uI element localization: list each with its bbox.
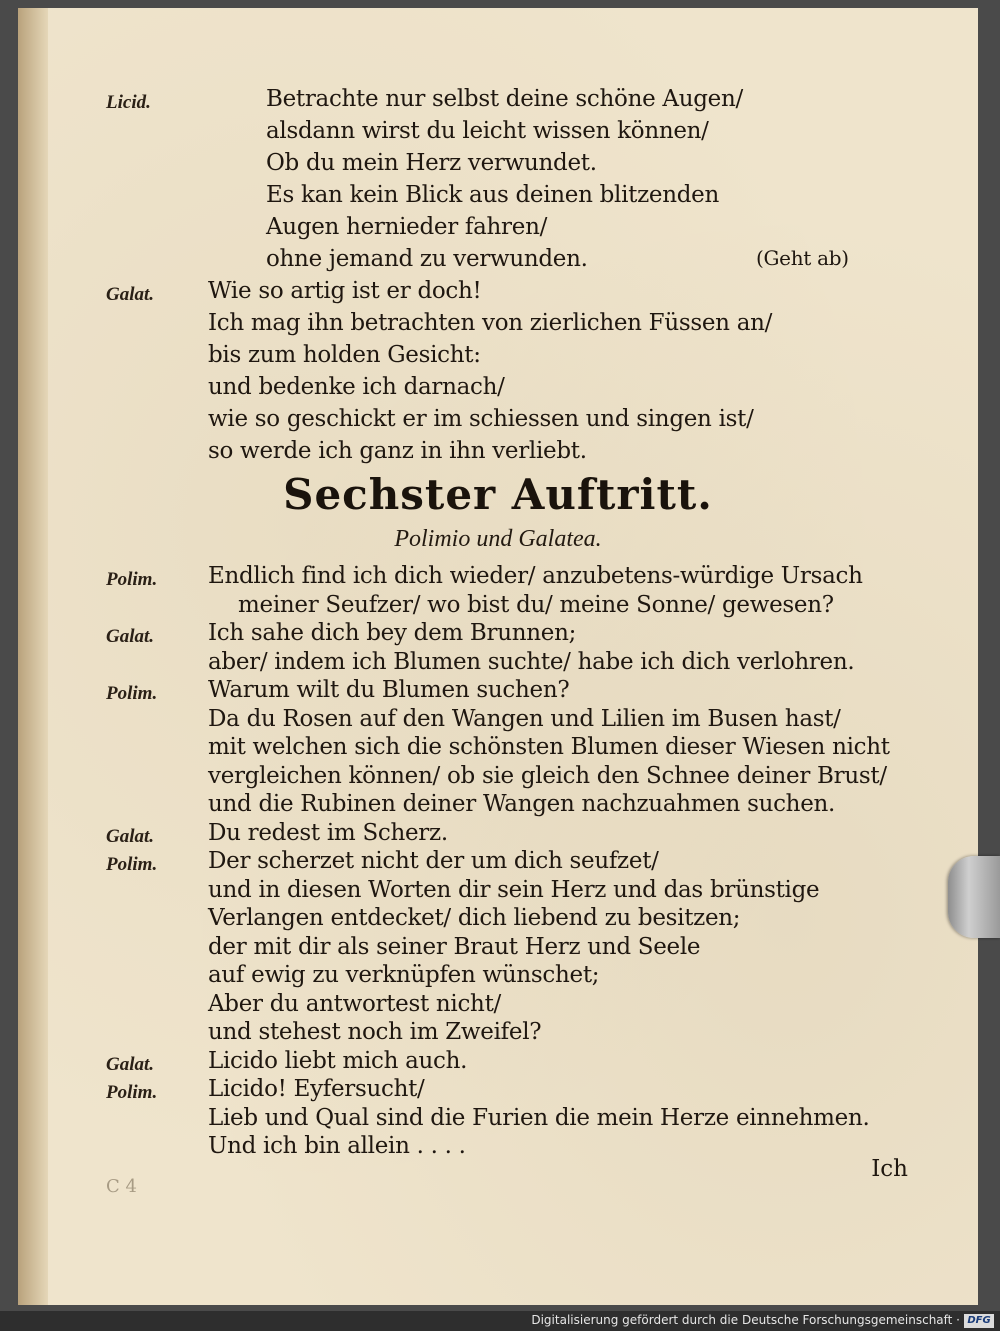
verse-line: und in diesen Worten dir sein Herz und das brünstige bbox=[208, 876, 820, 903]
footer-credit: Digitalisierung gefördert durch die Deutsche Forschungsgemeinschaft · bbox=[531, 1313, 960, 1327]
speaker-label: Polim. bbox=[106, 569, 158, 590]
verse-line: Lieb und Qual sind die Furien die mein Herze einnehmen. bbox=[208, 1104, 870, 1131]
scene-heading: Sechster Auftritt. bbox=[283, 470, 713, 519]
book-page bbox=[18, 8, 978, 1305]
speaker-label: Polim. bbox=[106, 683, 158, 704]
speaker-label: Licid. bbox=[106, 92, 151, 113]
verse-line: Betrachte nur selbst deine schöne Augen/ bbox=[266, 86, 743, 112]
verse-line: Wie so artig ist er doch! bbox=[208, 278, 482, 304]
page-turn-handle[interactable] bbox=[948, 856, 1000, 938]
verse-line: Licido! Eyfersucht/ bbox=[208, 1076, 425, 1102]
verse-line: aber/ indem ich Blumen suchte/ habe ich dich verlohren. bbox=[208, 648, 855, 675]
verse-line: und bedenke ich darnach/ bbox=[208, 374, 505, 400]
verse-line: bis zum holden Gesicht: bbox=[208, 342, 481, 368]
verse-line: Der scherzet nicht der um dich seufzet/ bbox=[208, 848, 659, 874]
verse-line: der mit dir als seiner Braut Herz und Seele bbox=[208, 933, 701, 960]
verse-line: Augen hernieder fahren/ bbox=[266, 214, 548, 240]
verse-line: wie so geschickt er im schiessen und singen ist/ bbox=[208, 406, 754, 432]
verse-line: und die Rubinen deiner Wangen nachzuahmen suchen. bbox=[208, 791, 836, 817]
verse-line: Ich sahe dich bey dem Brunnen; bbox=[208, 620, 577, 646]
verse-line: Verlangen entdecket/ dich liebend zu besitzen; bbox=[208, 905, 741, 931]
verse-line: und stehest noch im Zweifel? bbox=[208, 1019, 542, 1045]
verse-line: Ob du mein Herz verwundet. bbox=[266, 150, 597, 176]
speaker-label: Galat. bbox=[106, 1053, 155, 1075]
verse-line: auf ewig zu verknüpfen wünschet; bbox=[208, 962, 600, 988]
verse-line: meiner Seufzer/ wo bist du/ meine Sonne/ gewesen? bbox=[238, 591, 834, 618]
verse-line: ohne jemand zu verwunden. bbox=[266, 246, 588, 272]
verse-line: Aber du antwortest nicht/ bbox=[208, 990, 501, 1017]
speaker-label: Galat. bbox=[106, 626, 155, 647]
scene-characters: Polimio und Galatea. bbox=[394, 526, 602, 552]
verse-line: alsdann wirst du leicht wissen können/ bbox=[266, 118, 709, 144]
verse-line: so werde ich ganz in ihn verliebt. bbox=[208, 438, 587, 464]
verse-line: Ich mag ihn betrachten von zierlichen Füssen an/ bbox=[208, 310, 773, 336]
verse-line: Da du Rosen auf den Wangen und Lilien im Busen hast/ bbox=[208, 705, 841, 732]
page-gutter bbox=[18, 8, 48, 1305]
stage-direction: (Geht ab) bbox=[756, 246, 849, 270]
dfg-logo: DFG bbox=[964, 1314, 994, 1328]
speaker-label: Galat. bbox=[106, 825, 155, 847]
footer-bar bbox=[0, 1311, 1000, 1331]
speaker-label: Galat. bbox=[106, 284, 155, 305]
verse-line: Du redest im Scherz. bbox=[208, 819, 448, 846]
verse-line: Warum wilt du Blumen suchen? bbox=[208, 677, 570, 703]
speaker-label: Polim. bbox=[106, 1082, 158, 1103]
verse-line: Und ich bin allein . . . . bbox=[208, 1133, 466, 1159]
speaker-label: Polim. bbox=[106, 854, 158, 875]
verse-line: Endlich find ich dich wieder/ anzubetens-würdige Ursach bbox=[208, 563, 863, 589]
verse-line: Es kan kein Blick aus deinen blitzenden bbox=[266, 182, 719, 208]
signature-mark: C 4 bbox=[106, 1176, 137, 1197]
verse-line: mit welchen sich die schönsten Blumen dieser Wiesen nicht bbox=[208, 734, 890, 760]
catchword: Ich bbox=[871, 1156, 908, 1182]
verse-line: Licido liebt mich auch. bbox=[208, 1047, 468, 1074]
verse-line: vergleichen können/ ob sie gleich den Schnee deiner Brust/ bbox=[208, 762, 887, 789]
